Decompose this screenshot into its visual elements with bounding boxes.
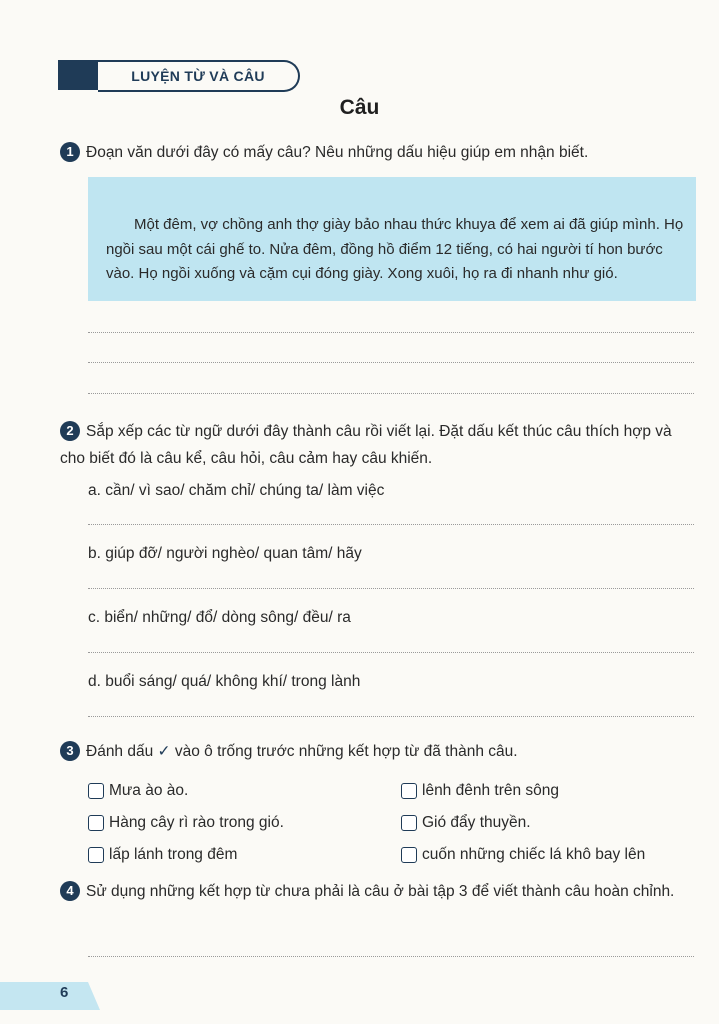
answer-line[interactable]	[88, 524, 694, 525]
arrange-item-a: a. cần/ vì sao/ chăm chỉ/ chúng ta/ làm việc	[88, 482, 385, 499]
passage-box	[88, 177, 696, 301]
section-label: LUYỆN TỪ VÀ CÂU	[131, 68, 265, 84]
answer-line[interactable]	[88, 588, 694, 589]
option-3[interactable]	[88, 846, 237, 864]
option-6[interactable]	[401, 846, 645, 864]
option-label: lênh đênh trên sông	[422, 782, 560, 799]
option-5[interactable]	[401, 814, 531, 832]
option-1[interactable]	[88, 782, 188, 800]
answer-line[interactable]	[88, 393, 694, 394]
checkbox[interactable]	[401, 783, 417, 799]
question-prompt: Sử dụng những kết hợp từ chưa phải là câu ở bài tập 3 để viết thành câu hoàn chỉnh.	[86, 883, 675, 900]
checkbox[interactable]	[401, 815, 417, 831]
option-label: Gió đẩy thuyền.	[422, 814, 531, 831]
question-prompt: Sắp xếp các từ ngữ dưới đây thành câu rồi viết lại. Đặt dấu kết thúc câu thích hợp và cho biết đó là câu kể, câu hỏi, câu cảm hay câu khiến.	[60, 423, 672, 467]
option-label: Hàng cây rì rào trong gió.	[109, 814, 284, 831]
question-3	[60, 738, 700, 765]
page-number: 6	[60, 984, 69, 1001]
question-2	[60, 418, 700, 472]
page-title: Câu	[339, 96, 380, 119]
banner-pill	[98, 60, 300, 92]
option-label: Mưa ào ào.	[109, 782, 189, 799]
option-2[interactable]	[88, 814, 284, 832]
checkbox[interactable]	[88, 847, 104, 863]
check-mark-icon: ✓	[157, 743, 171, 760]
question-number: 2	[60, 421, 80, 441]
page-number-tab	[0, 982, 100, 1010]
question-prompt: Đoạn văn dưới đây có mấy câu? Nêu những dấu hiệu giúp em nhận biết.	[86, 144, 589, 161]
passage-text: Một đêm, vợ chồng anh thợ giày bảo nhau thức khuya để xem ai đã giúp mình. Họ ngồi sau một cái ghế to. Nửa đêm, đồng hồ điểm 12 tiếng, có hai người tí hon bước vào. Họ ngồi xuống và cặm cụi đóng giày. Xong xuôi, họ ra đi nhanh như gió.	[106, 216, 684, 283]
question-number: 3	[60, 741, 80, 761]
option-4[interactable]	[401, 782, 559, 800]
answer-line[interactable]	[88, 716, 694, 717]
checkbox[interactable]	[88, 815, 104, 831]
section-banner	[58, 60, 302, 90]
checkbox[interactable]	[401, 847, 417, 863]
question-prompt-after: vào ô trống trước những kết hợp từ đã thành câu.	[174, 743, 518, 760]
option-label: lấp lánh trong đêm	[109, 846, 238, 863]
answer-line[interactable]	[88, 362, 694, 363]
answer-line[interactable]	[88, 332, 694, 333]
answer-line[interactable]	[88, 956, 694, 957]
question-number: 1	[60, 142, 80, 162]
arrange-item-c: c. biển/ những/ đổ/ dòng sông/ đều/ ra	[88, 609, 351, 626]
option-label: cuốn những chiếc lá khô bay lên	[422, 846, 646, 863]
question-1	[60, 139, 700, 166]
question-prompt-before: Đánh dấu	[86, 743, 154, 760]
arrange-item-b: b. giúp đỡ/ người nghèo/ quan tâm/ hãy	[88, 545, 362, 562]
checkbox[interactable]	[88, 783, 104, 799]
question-number: 4	[60, 881, 80, 901]
arrange-item-d: d. buổi sáng/ quá/ không khí/ trong lành	[88, 673, 361, 690]
answer-line[interactable]	[88, 652, 694, 653]
question-4	[60, 878, 700, 905]
